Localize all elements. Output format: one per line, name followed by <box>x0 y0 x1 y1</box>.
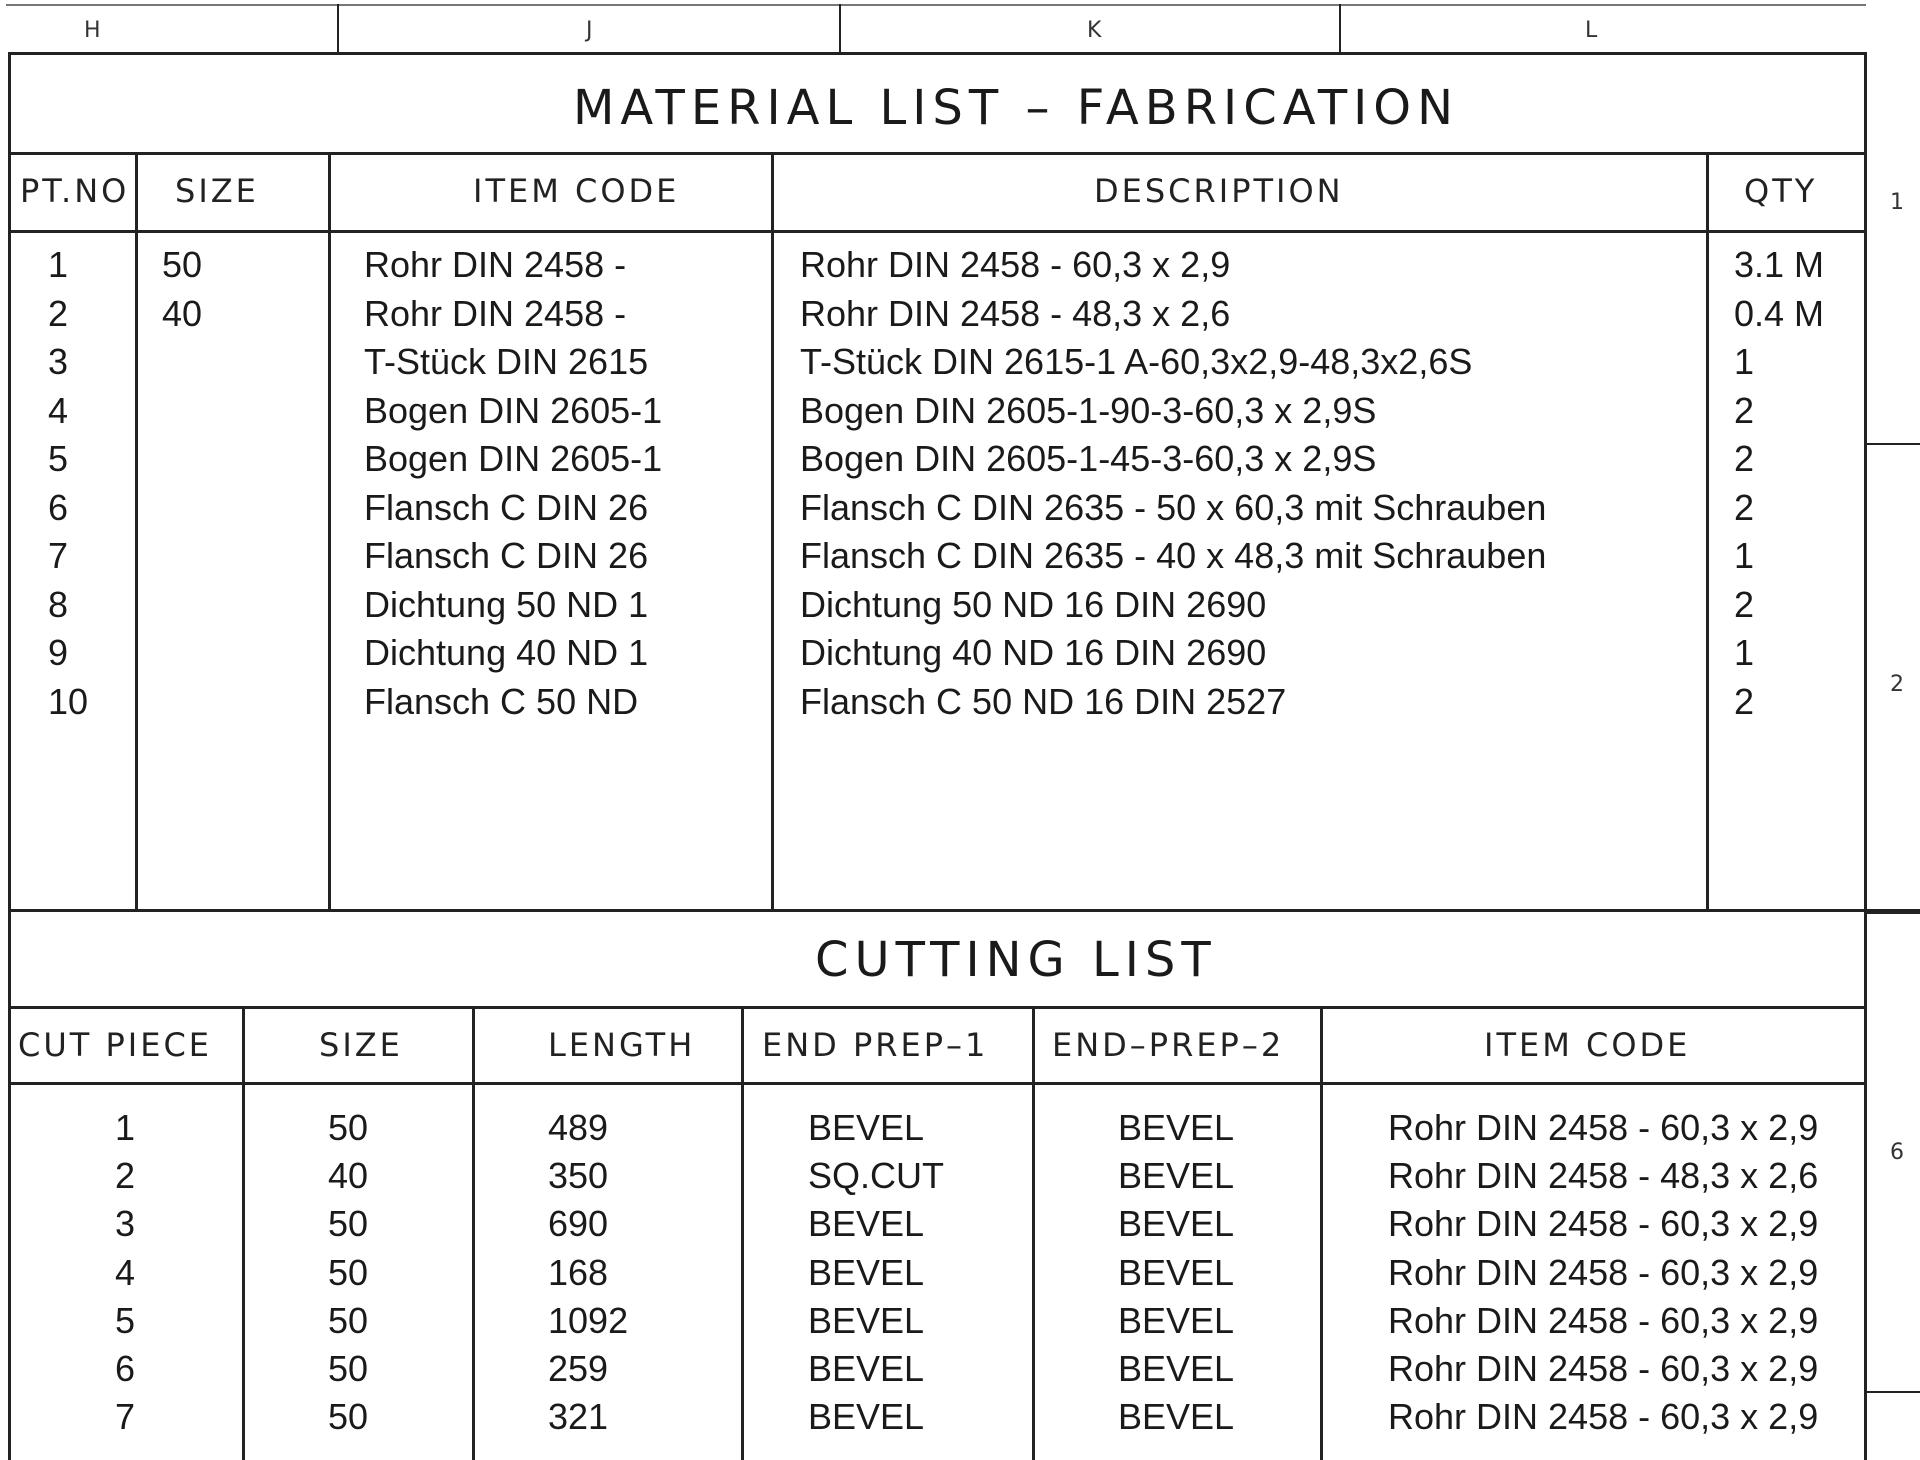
cut-size-cell: 50 <box>327 1251 369 1293</box>
pt-no-cell: 3 <box>48 341 69 382</box>
qty-cell: 1 <box>1734 535 1755 576</box>
cutting-section-divider <box>8 909 1920 912</box>
cut-piece-cell: 1 <box>114 1107 136 1148</box>
end-prep-2-cell: BEVEL <box>1118 1107 1235 1148</box>
description-cell: Rohr DIN 2458 - 60,3 x 2,9 <box>800 244 1231 285</box>
cut-item-code-cell: Rohr DIN 2458 - 60,3 x 2,9 <box>1388 1299 1819 1341</box>
pt-no-cell: 4 <box>48 389 69 431</box>
cut-item-code-cell: Rohr DIN 2458 - 60,3 x 2,9 <box>1388 1396 1819 1438</box>
end-prep-1-cell: BEVEL <box>808 1299 925 1341</box>
pt-no-cell: 10 <box>48 680 89 722</box>
pt-no-cell: 7 <box>48 535 69 576</box>
end-prep-1-cell: BEVEL <box>808 1396 925 1438</box>
cutting-col-divider <box>1320 1006 1323 1460</box>
cut-piece-cell: 5 <box>114 1299 136 1341</box>
frame-right-tick <box>1866 443 1920 445</box>
item-code-cell: Flansch C DIN 26 <box>364 486 649 528</box>
material-list-title: MATERIAL LIST – FABRICATION <box>573 80 1459 136</box>
length-cell: 1092 <box>548 1299 629 1341</box>
header-qty: QTY <box>1744 172 1818 210</box>
cut-item-code-cell: Rohr DIN 2458 - 60,3 x 2,9 <box>1388 1107 1819 1148</box>
cut-size-cell: 50 <box>327 1299 369 1341</box>
material-col-divider <box>1706 152 1709 910</box>
table-border-left <box>8 52 11 1460</box>
end-prep-2-cell: BEVEL <box>1118 1299 1235 1341</box>
header-end-prep-1: END PREP–1 <box>762 1026 989 1064</box>
material-header-divider <box>8 230 1866 233</box>
qty-cell: 1 <box>1734 341 1755 382</box>
cut-piece-cell: 4 <box>114 1251 136 1293</box>
zone-label-6: 6 <box>1890 1140 1904 1165</box>
qty-cell: 2 <box>1734 389 1755 431</box>
header-cut-piece: CUT PIECE <box>18 1026 212 1064</box>
item-code-cell: Dichtung 50 ND 1 <box>364 583 649 625</box>
length-cell: 350 <box>548 1155 609 1197</box>
item-code-cell: Dichtung 40 ND 1 <box>364 632 649 673</box>
length-cell: 690 <box>548 1203 609 1245</box>
end-prep-2-cell: BEVEL <box>1118 1396 1235 1438</box>
end-prep-1-cell: BEVEL <box>808 1203 925 1245</box>
cutting-col-divider <box>741 1006 744 1460</box>
pt-no-cell: 9 <box>48 632 69 673</box>
cut-size-cell: 40 <box>327 1155 369 1197</box>
material-col-divider <box>328 152 331 910</box>
end-prep-1-cell: BEVEL <box>808 1107 925 1148</box>
item-code-cell: Flansch C DIN 26 <box>364 535 649 576</box>
table-border-right <box>1864 52 1867 1460</box>
item-code-cell: Bogen DIN 2605-1 <box>364 389 663 431</box>
end-prep-1-cell: SQ.CUT <box>808 1155 945 1197</box>
item-code-cell: T-Stück DIN 2615 <box>364 341 649 382</box>
length-cell: 321 <box>548 1396 609 1438</box>
zone-label-k: K <box>1087 18 1102 43</box>
frame-right-tick <box>1866 912 1920 914</box>
frame-zone-divider <box>1339 4 1341 54</box>
pt-no-cell: 1 <box>48 244 69 285</box>
cut-piece-cell: 3 <box>114 1203 136 1245</box>
length-cell: 168 <box>548 1251 609 1293</box>
cut-size-cell: 50 <box>327 1348 369 1389</box>
end-prep-2-cell: BEVEL <box>1118 1203 1235 1245</box>
zone-label-2: 2 <box>1890 672 1904 697</box>
description-cell: Dichtung 50 ND 16 DIN 2690 <box>800 583 1267 625</box>
cut-size-cell: 50 <box>327 1107 369 1148</box>
header-size: SIZE <box>175 172 259 210</box>
header-item-code: ITEM CODE <box>473 172 680 210</box>
qty-cell: 2 <box>1734 680 1755 722</box>
pt-no-cell: 6 <box>48 486 69 528</box>
frame-zone-divider <box>337 4 339 54</box>
material-col-divider <box>771 152 774 910</box>
qty-cell: 3.1 M <box>1734 244 1825 285</box>
cutting-col-divider <box>1032 1006 1035 1460</box>
description-cell: Flansch C DIN 2635 - 40 x 48,3 mit Schrauben <box>800 535 1547 576</box>
qty-cell: 2 <box>1734 438 1755 479</box>
size-cell: 50 <box>162 244 203 285</box>
frame-zone-divider <box>839 4 841 54</box>
item-code-cell: Bogen DIN 2605-1 <box>364 438 663 479</box>
cut-size-cell: 50 <box>327 1203 369 1245</box>
cutting-list-title: CUTTING LIST <box>815 932 1217 988</box>
header-description: DESCRIPTION <box>1094 172 1344 210</box>
description-cell: Bogen DIN 2605-1-90-3-60,3 x 2,9S <box>800 389 1377 431</box>
frame-top-line <box>6 4 1866 6</box>
material-col-divider <box>135 152 138 910</box>
pt-no-cell: 8 <box>48 583 69 625</box>
qty-cell: 0.4 M <box>1734 292 1825 334</box>
cut-size-cell: 50 <box>327 1396 369 1438</box>
description-cell: Dichtung 40 ND 16 DIN 2690 <box>800 632 1267 673</box>
description-cell: Rohr DIN 2458 - 48,3 x 2,6 <box>800 292 1231 334</box>
size-cell: 40 <box>162 292 203 334</box>
frame-right-tick <box>1866 1391 1920 1393</box>
description-cell: Flansch C 50 ND 16 DIN 2527 <box>800 680 1287 722</box>
material-title-divider <box>8 152 1866 155</box>
zone-label-1: 1 <box>1890 190 1904 215</box>
end-prep-2-cell: BEVEL <box>1118 1348 1235 1389</box>
pt-no-cell: 5 <box>48 438 69 479</box>
zone-label-h: H <box>84 18 101 43</box>
length-cell: 259 <box>548 1348 609 1389</box>
cut-item-code-cell: Rohr DIN 2458 - 60,3 x 2,9 <box>1388 1348 1819 1389</box>
cut-piece-cell: 2 <box>114 1155 136 1197</box>
end-prep-2-cell: BEVEL <box>1118 1155 1235 1197</box>
header-length: LENGTH <box>548 1026 696 1064</box>
table-border-top <box>8 52 1866 55</box>
end-prep-1-cell: BEVEL <box>808 1348 925 1389</box>
cutting-title-divider <box>8 1006 1866 1009</box>
header-cut-item-code: ITEM CODE <box>1484 1026 1691 1064</box>
cut-piece-cell: 6 <box>114 1348 136 1389</box>
cut-item-code-cell: Rohr DIN 2458 - 60,3 x 2,9 <box>1388 1251 1819 1293</box>
cut-piece-cell: 7 <box>114 1396 136 1438</box>
header-cut-size: SIZE <box>319 1026 403 1064</box>
header-end-prep-2: END–PREP–2 <box>1052 1026 1285 1064</box>
cutting-header-divider <box>8 1082 1866 1085</box>
end-prep-1-cell: BEVEL <box>808 1251 925 1293</box>
pt-no-cell: 2 <box>48 292 69 334</box>
qty-cell: 1 <box>1734 632 1755 673</box>
qty-cell: 2 <box>1734 486 1755 528</box>
item-code-cell: Rohr DIN 2458 - <box>364 244 627 285</box>
qty-cell: 2 <box>1734 583 1755 625</box>
zone-label-j: J <box>586 18 593 43</box>
cut-item-code-cell: Rohr DIN 2458 - 48,3 x 2,6 <box>1388 1155 1819 1197</box>
description-cell: Flansch C DIN 2635 - 50 x 60,3 mit Schrauben <box>800 486 1547 528</box>
description-cell: T-Stück DIN 2615-1 A-60,3x2,9-48,3x2,6S <box>800 341 1473 382</box>
end-prep-2-cell: BEVEL <box>1118 1251 1235 1293</box>
item-code-cell: Rohr DIN 2458 - <box>364 292 627 334</box>
length-cell: 489 <box>548 1107 609 1148</box>
description-cell: Bogen DIN 2605-1-45-3-60,3 x 2,9S <box>800 438 1377 479</box>
header-pt-no: PT.NO <box>20 172 130 210</box>
item-code-cell: Flansch C 50 ND <box>364 680 639 722</box>
cut-item-code-cell: Rohr DIN 2458 - 60,3 x 2,9 <box>1388 1203 1819 1245</box>
zone-label-l: L <box>1585 18 1598 43</box>
